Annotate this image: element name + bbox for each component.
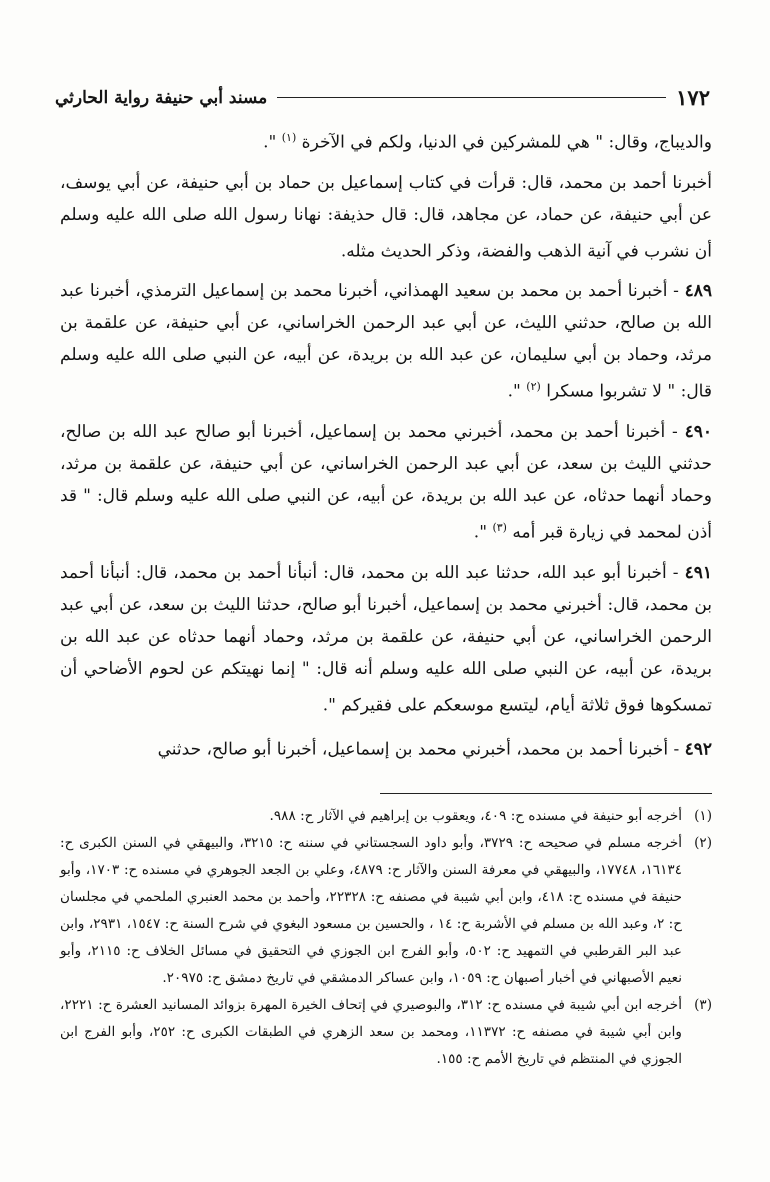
footnote-mark: (٢) (694, 835, 712, 851)
page-number: ١٧٢ (676, 85, 710, 110)
footnote-text: أخرجه أبو حنيفة في مسنده ح: ٤٠٩، ويعقوب بن إبراهيم في الآثار ح: ٩٨٨. (269, 808, 682, 824)
hadith-number: ٤٩٠ (684, 421, 712, 442)
main-text (60, 122, 712, 774)
paragraph (60, 557, 712, 722)
paragraph-text: - أخبرنا أحمد بن محمد بن سعيد الهمذاني، أخبرنا محمد بن إسماعيل الترمذي، أخبرنا عبد الله بن صالح، حدثني الليث، عن أبي عبد الرحمن الخراساني، عن أبي حنيفة، عن علقمة بن مرثد، وحماد بن أبي سليمان، عن عبد الله بن بريدة، عن أبيه، عن النبي صلى الله عليه وسلم قال: " لا تشربوا مسكرا (60, 281, 712, 402)
footnote (60, 803, 712, 830)
footnote-mark: (١) (694, 808, 712, 824)
paragraph (60, 275, 712, 408)
paragraph (60, 416, 712, 549)
paragraph-tail: ". (507, 381, 527, 402)
footnote-mark: (٣) (694, 997, 712, 1013)
paragraph-text: والديباج، وقال: " هي للمشركين في الدنيا، ولكم في الآخرة (296, 132, 712, 153)
paragraph (60, 167, 712, 268)
hadith-number: ٤٩٢ (684, 739, 712, 760)
hadith-number: ٤٩١ (684, 562, 712, 583)
footnote-separator (380, 793, 712, 794)
paragraph-text: - أخبرنا أحمد بن محمد، أخبرني محمد بن إسماعيل، أخبرنا أبو صالح، حدثني (157, 739, 685, 760)
footnote (60, 830, 712, 992)
footnote-reference[interactable]: (١) (281, 131, 297, 144)
footnote (60, 992, 712, 1073)
footnote-text: أخرجه ابن أبي شيبة في مسنده ح: ٣١٢، والبوصيري في إتحاف الخيرة المهرة بزوائد المسانيد العشرة ح: ٢٢٢١، وابن أبي شيبة في مصنفه ح: ١١٣٧٢، ومحمد بن سعد الزهري في الطبقات الكبرى ح: ٢٥٢، وأبو الفرج ابن الجوزي في المنتظم في تاريخ الأمم ح: ١٥٥. (60, 997, 682, 1067)
paragraph-text: - أخبرنا أبو عبد الله، حدثنا عبد الله بن محمد، قال: أنبأنا أحمد بن محمد، قال: أنبأنا أحمد بن محمد، قال: أخبرني محمد بن إسماعيل، أخبرنا أبو صالح، حدثنا الليث بن سعد، عن أبي عبد الرحمن الخراساني، عن أبي حنيفة، عن علقمة بن مرثد، وحماد أنهما حدثاه عن عبد الله بن بريدة، عن أبيه، عن النبي صلى الله عليه وسلم أنه قال: " إنما نهيتكم عن لحوم الأضاحي أن تمسكوها فوق ثلاثة أيام، ليتسع موسعكم على فقيركم ". (60, 562, 712, 716)
paragraph (60, 122, 712, 159)
page-header (55, 85, 710, 110)
header-rule (277, 97, 666, 98)
footnote-reference[interactable]: (٢) (526, 380, 541, 394)
paragraph (60, 729, 712, 766)
paragraph-tail: ". (263, 132, 282, 153)
running-title: مسند أبي حنيفة رواية الحارثي (55, 87, 268, 108)
paragraph-text: - أخبرنا أحمد بن محمد، أخبرني محمد بن إسماعيل، أخبرنا أبو صالح عبد الله بن صالح، حدثني الليث بن سعد، عن أبي عبد الرحمن الخراساني، عن أبي حنيفة، عن علقمة بن مرثد، وحماد أنهما حدثاه، عن عبد الله بن بريدة، عن أبيه، عن النبي صلى الله عليه وسلم قال: " قد أذن لمحمد في زيارة قبر أمه (60, 421, 712, 543)
paragraph-tail: ". (473, 522, 493, 543)
hadith-number: ٤٨٩ (684, 281, 712, 302)
footnote-text: أخرجه مسلم في صحيحه ح: ٣٧٢٩، وأبو داود السجستاني في سننه ح: ٣٢١٥، والبيهقي في السنن الكبرى ح: ١٦١٣٤، ١٧٧٤٨، والبيهقي في معرفة السنن والآثار ح: ٤٨٧٩، وعلي بن الجعد الجوهري في مسنده ح: ١٧٠٣، وأبو حنيفة في مسنده ح: ٤١٨، وابن أبي شيبة في مصنفه ح: ٢٢٣٢٨، وأحمد بن محمد العنبري الملحمي في مجلسان ح: ٢، وعبد الله بن مسلم في الأشربة ح: ١٤ ، والحسين بن مسعود البغوي في شرح السنة ح: ١٥٤٧، ٢٩٣١، وابن عبد البر القرطبي في التمهيد ح: ٥٠٢، وأبو الفرج ابن الجوزي في التحقيق في مسائل الخلاف ح: ٢١١٥، وأبو نعيم الأصبهاني في أخبار أصبهان ح: ١٠٥٩، وابن عساكر الدمشقي في تاريخ دمشق ح: ٢٠٩٧٥. (60, 835, 682, 986)
footnote-reference[interactable]: (٣) (492, 520, 507, 534)
paragraph-text: أخبرنا أحمد بن محمد، قال: قرأت في كتاب إسماعيل بن حماد بن أبي حنيفة، عن أبي يوسف، عن أبي حنيفة، عن حماد، عن مجاهد، قال: قال حذيفة: نهانا رسول الله صلى الله عليه وسلم أن نشرب في آنية الذهب والفضة، وذكر الحديث مثله. (60, 172, 712, 262)
footnotes (60, 803, 712, 1073)
